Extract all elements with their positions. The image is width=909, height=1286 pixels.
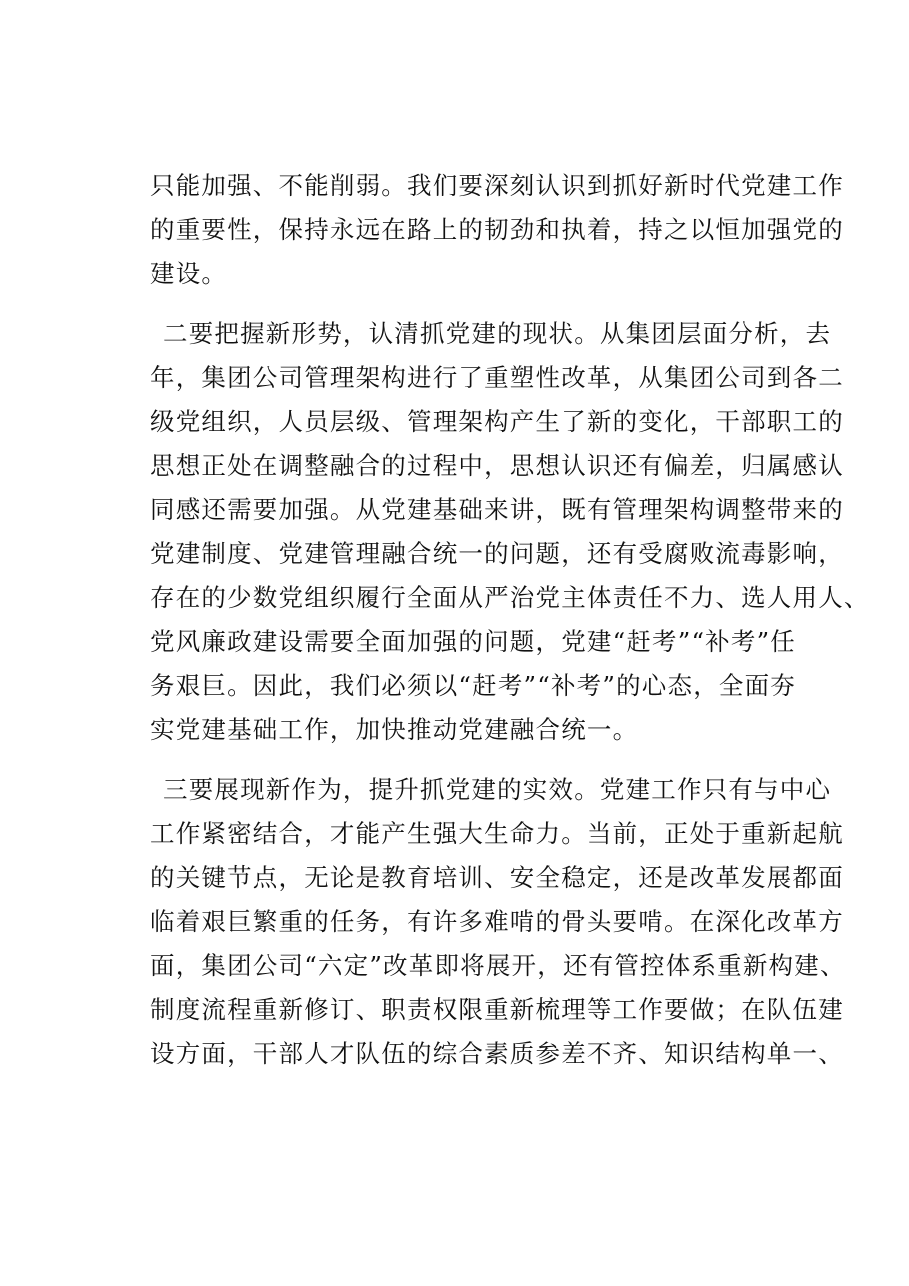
text-line: 党建制度、党建管理融合统一的问题，还有受腐败流毒影响， — [150, 539, 844, 568]
text-line: 的关键节点，无论是教育培训、安全稳定，还是改革发展都面 — [150, 863, 844, 892]
text-line: 临着艰巨繁重的任务，有许多难啃的骨头要啃。在深化改革方 — [150, 907, 844, 936]
text-line: 务艰巨。因此，我们必须以“赶考”“补考”的心态，全面夯 — [150, 671, 796, 700]
text-line: 工作紧密结合，才能产生强大生命力。当前，正处于重新起航 — [150, 819, 844, 848]
paragraph-two-first-line: 二要把握新形势，认清抓党建的现状。从集团层面分析，去 — [163, 319, 832, 348]
text-line: 面，集团公司“六定”改革即将展开，还有管控体系重新构建、 — [150, 951, 846, 980]
paragraph-three-first-line: 三要展现新作为，提升抓党建的实效。党建工作只有与中心 — [163, 775, 832, 804]
text-line: 制度流程重新修订、职责权限重新梳理等工作要做；在队伍建 — [150, 995, 844, 1024]
text-line: 党风廉政建设需要全面加强的问题，党建“赶考”“补考”任 — [150, 627, 796, 656]
text-line: 级党组织，人员层级、管理架构产生了新的变化，干部职工的 — [150, 407, 844, 436]
text-line: 年，集团公司管理架构进行了重塑性改革，从集团公司到各二 — [150, 363, 844, 392]
text-line: 设方面，干部人才队伍的综合素质参差不齐、知识结构单一、 — [150, 1039, 844, 1068]
text-line: 建设。 — [150, 259, 228, 288]
text-line: 的重要性，保持永远在路上的韧劲和执着，持之以恒加强党的 — [150, 215, 844, 244]
text-line: 实党建基础工作，加快推动党建融合统一。 — [150, 715, 639, 744]
text-line: 存在的少数党组织履行全面从严治党主体责任不力、选人用人、 — [150, 583, 870, 612]
text-line: 同感还需要加强。从党建基础来讲，既有管理架构调整带来的 — [150, 495, 844, 524]
text-line: 思想正处在调整融合的过程中，思想认识还有偏差，归属感认 — [150, 451, 844, 480]
text-line: 只能加强、不能削弱。我们要深刻认识到抓好新时代党建工作 — [150, 171, 844, 200]
